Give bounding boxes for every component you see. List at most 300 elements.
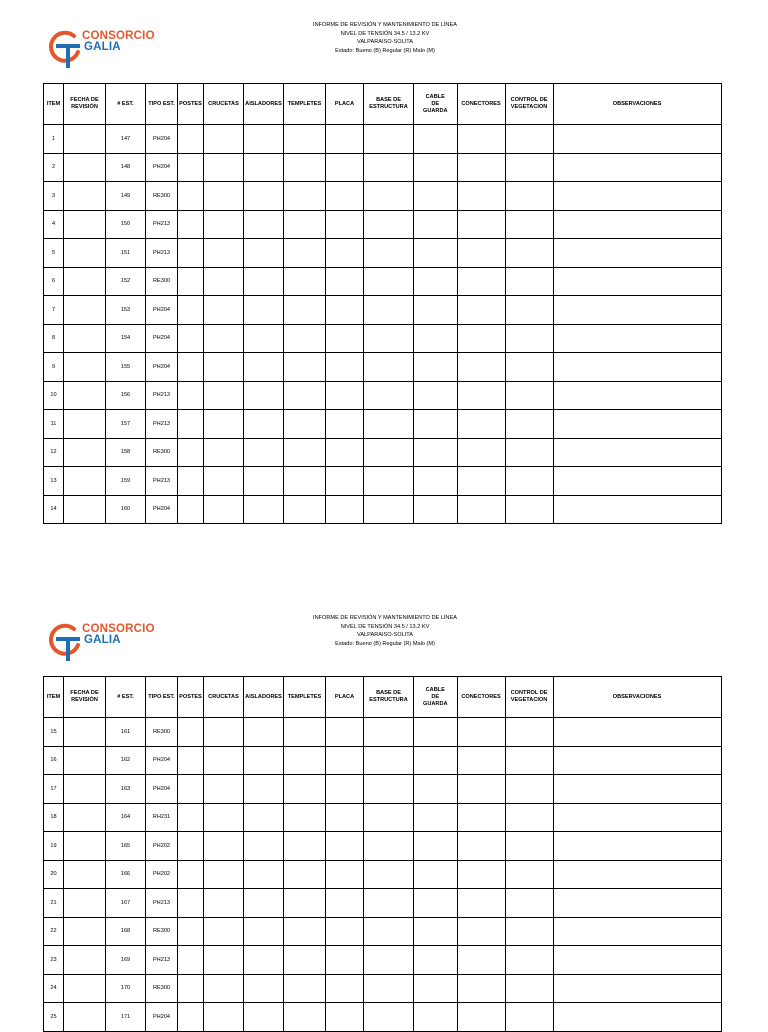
est-number-cell: 164 xyxy=(106,803,146,832)
empty-entry-cell[interactable] xyxy=(178,832,204,861)
empty-entry-cell[interactable] xyxy=(178,946,204,975)
empty-entry-cell[interactable] xyxy=(553,1003,721,1032)
empty-entry-cell[interactable] xyxy=(505,210,553,239)
empty-entry-cell[interactable] xyxy=(457,775,505,804)
empty-entry-cell[interactable] xyxy=(414,803,458,832)
empty-entry-cell[interactable] xyxy=(64,803,106,832)
empty-entry-cell[interactable] xyxy=(553,381,721,410)
empty-entry-cell[interactable] xyxy=(244,210,284,239)
empty-entry-cell[interactable] xyxy=(457,1003,505,1032)
empty-entry-cell[interactable] xyxy=(457,267,505,296)
empty-entry-cell[interactable] xyxy=(204,324,244,353)
table-row xyxy=(44,353,722,382)
empty-entry-cell[interactable] xyxy=(64,324,106,353)
empty-entry-cell[interactable] xyxy=(505,353,553,382)
empty-entry-cell[interactable] xyxy=(364,946,414,975)
empty-entry-cell[interactable] xyxy=(178,467,204,496)
empty-entry-cell[interactable] xyxy=(457,438,505,467)
empty-entry-cell[interactable] xyxy=(178,125,204,154)
empty-entry-cell[interactable] xyxy=(204,974,244,1003)
empty-entry-cell[interactable] xyxy=(414,438,458,467)
empty-entry-cell[interactable] xyxy=(64,495,106,524)
empty-entry-cell[interactable] xyxy=(284,239,326,268)
empty-entry-cell[interactable] xyxy=(204,467,244,496)
empty-entry-cell[interactable] xyxy=(284,946,326,975)
empty-entry-cell[interactable] xyxy=(64,889,106,918)
empty-entry-cell[interactable] xyxy=(553,353,721,382)
empty-entry-cell[interactable] xyxy=(244,296,284,325)
empty-entry-cell[interactable] xyxy=(414,353,458,382)
empty-entry-cell[interactable] xyxy=(457,889,505,918)
empty-entry-cell[interactable] xyxy=(284,467,326,496)
empty-entry-cell[interactable] xyxy=(326,974,364,1003)
empty-entry-cell[interactable] xyxy=(364,182,414,211)
empty-entry-cell[interactable] xyxy=(284,746,326,775)
table-row xyxy=(44,296,722,325)
empty-entry-cell[interactable] xyxy=(553,210,721,239)
column-header: CRUCETAS xyxy=(204,677,244,718)
empty-entry-cell[interactable] xyxy=(414,974,458,1003)
empty-entry-cell[interactable] xyxy=(326,353,364,382)
empty-entry-cell[interactable] xyxy=(457,381,505,410)
item-cell: 5 xyxy=(44,239,64,268)
empty-entry-cell[interactable] xyxy=(457,125,505,154)
empty-entry-cell[interactable] xyxy=(364,239,414,268)
empty-entry-cell[interactable] xyxy=(414,381,458,410)
empty-entry-cell[interactable] xyxy=(414,832,458,861)
empty-entry-cell[interactable] xyxy=(414,239,458,268)
empty-entry-cell[interactable] xyxy=(505,803,553,832)
empty-entry-cell[interactable] xyxy=(553,917,721,946)
empty-entry-cell[interactable] xyxy=(178,381,204,410)
empty-entry-cell[interactable] xyxy=(457,718,505,747)
empty-entry-cell[interactable] xyxy=(244,267,284,296)
empty-entry-cell[interactable] xyxy=(414,182,458,211)
empty-entry-cell[interactable] xyxy=(457,746,505,775)
empty-entry-cell[interactable] xyxy=(284,775,326,804)
empty-entry-cell[interactable] xyxy=(204,832,244,861)
empty-entry-cell[interactable] xyxy=(414,210,458,239)
empty-entry-cell[interactable] xyxy=(505,239,553,268)
empty-entry-cell[interactable] xyxy=(414,267,458,296)
empty-entry-cell[interactable] xyxy=(414,860,458,889)
empty-entry-cell[interactable] xyxy=(553,974,721,1003)
empty-entry-cell[interactable] xyxy=(414,1003,458,1032)
empty-entry-cell[interactable] xyxy=(457,353,505,382)
empty-entry-cell[interactable] xyxy=(284,1003,326,1032)
empty-entry-cell[interactable] xyxy=(326,746,364,775)
empty-entry-cell[interactable] xyxy=(505,917,553,946)
empty-entry-cell[interactable] xyxy=(284,495,326,524)
empty-entry-cell[interactable] xyxy=(505,495,553,524)
empty-entry-cell[interactable] xyxy=(505,153,553,182)
empty-entry-cell[interactable] xyxy=(284,718,326,747)
empty-entry-cell[interactable] xyxy=(64,974,106,1003)
empty-entry-cell[interactable] xyxy=(204,1003,244,1032)
est-type-cell: PH213 xyxy=(146,239,178,268)
empty-entry-cell[interactable] xyxy=(284,353,326,382)
empty-entry-cell[interactable] xyxy=(64,267,106,296)
empty-entry-cell[interactable] xyxy=(505,1003,553,1032)
empty-entry-cell[interactable] xyxy=(204,438,244,467)
empty-entry-cell[interactable] xyxy=(326,775,364,804)
empty-entry-cell[interactable] xyxy=(178,917,204,946)
empty-entry-cell[interactable] xyxy=(64,182,106,211)
empty-entry-cell[interactable] xyxy=(284,803,326,832)
empty-entry-cell[interactable] xyxy=(364,153,414,182)
empty-entry-cell[interactable] xyxy=(326,718,364,747)
empty-entry-cell[interactable] xyxy=(178,974,204,1003)
empty-entry-cell[interactable] xyxy=(284,889,326,918)
empty-entry-cell[interactable] xyxy=(414,746,458,775)
empty-entry-cell[interactable] xyxy=(505,746,553,775)
empty-entry-cell[interactable] xyxy=(204,917,244,946)
empty-entry-cell[interactable] xyxy=(326,125,364,154)
empty-entry-cell[interactable] xyxy=(364,1003,414,1032)
empty-entry-cell[interactable] xyxy=(326,467,364,496)
empty-entry-cell[interactable] xyxy=(284,860,326,889)
empty-entry-cell[interactable] xyxy=(284,182,326,211)
empty-entry-cell[interactable] xyxy=(244,182,284,211)
empty-entry-cell[interactable] xyxy=(64,860,106,889)
empty-entry-cell[interactable] xyxy=(204,296,244,325)
empty-entry-cell[interactable] xyxy=(414,946,458,975)
empty-entry-cell[interactable] xyxy=(284,210,326,239)
empty-entry-cell[interactable] xyxy=(204,239,244,268)
empty-entry-cell[interactable] xyxy=(178,410,204,439)
empty-entry-cell[interactable] xyxy=(244,860,284,889)
empty-entry-cell[interactable] xyxy=(505,467,553,496)
empty-entry-cell[interactable] xyxy=(364,324,414,353)
empty-entry-cell[interactable] xyxy=(326,267,364,296)
empty-entry-cell[interactable] xyxy=(204,182,244,211)
est-type-cell: RE300 xyxy=(146,182,178,211)
empty-entry-cell[interactable] xyxy=(414,775,458,804)
empty-entry-cell[interactable] xyxy=(364,974,414,1003)
empty-entry-cell[interactable] xyxy=(178,889,204,918)
empty-entry-cell[interactable] xyxy=(244,889,284,918)
empty-entry-cell[interactable] xyxy=(244,353,284,382)
item-cell: 21 xyxy=(44,889,64,918)
empty-entry-cell[interactable] xyxy=(414,296,458,325)
empty-entry-cell[interactable] xyxy=(414,917,458,946)
report-header-line1: INFORME DE REVISIÓN Y MANTENIMIENTO DE LÍNEA xyxy=(313,615,457,621)
empty-entry-cell[interactable] xyxy=(457,410,505,439)
column-header: TIPO EST. xyxy=(146,677,178,718)
empty-entry-cell[interactable] xyxy=(204,946,244,975)
empty-entry-cell[interactable] xyxy=(505,267,553,296)
empty-entry-cell[interactable] xyxy=(178,718,204,747)
empty-entry-cell[interactable] xyxy=(326,210,364,239)
empty-entry-cell[interactable] xyxy=(457,495,505,524)
empty-entry-cell[interactable] xyxy=(204,495,244,524)
empty-entry-cell[interactable] xyxy=(553,296,721,325)
empty-entry-cell[interactable] xyxy=(244,495,284,524)
empty-entry-cell[interactable] xyxy=(64,353,106,382)
empty-entry-cell[interactable] xyxy=(457,832,505,861)
empty-entry-cell[interactable] xyxy=(204,889,244,918)
empty-entry-cell[interactable] xyxy=(326,1003,364,1032)
empty-entry-cell[interactable] xyxy=(364,267,414,296)
empty-entry-cell[interactable] xyxy=(364,410,414,439)
empty-entry-cell[interactable] xyxy=(553,946,721,975)
empty-entry-cell[interactable] xyxy=(457,946,505,975)
empty-entry-cell[interactable] xyxy=(244,239,284,268)
empty-entry-cell[interactable] xyxy=(364,718,414,747)
empty-entry-cell[interactable] xyxy=(326,438,364,467)
empty-entry-cell[interactable] xyxy=(244,917,284,946)
empty-entry-cell[interactable] xyxy=(204,410,244,439)
empty-entry-cell[interactable] xyxy=(178,1003,204,1032)
empty-entry-cell[interactable] xyxy=(414,324,458,353)
item-cell: 1 xyxy=(44,125,64,154)
empty-entry-cell[interactable] xyxy=(284,296,326,325)
empty-entry-cell[interactable] xyxy=(457,153,505,182)
empty-entry-cell[interactable] xyxy=(244,746,284,775)
empty-entry-cell[interactable] xyxy=(244,1003,284,1032)
empty-entry-cell[interactable] xyxy=(178,324,204,353)
empty-entry-cell[interactable] xyxy=(364,467,414,496)
empty-entry-cell[interactable] xyxy=(64,438,106,467)
est-type-cell: PH204 xyxy=(146,775,178,804)
empty-entry-cell[interactable] xyxy=(64,1003,106,1032)
empty-entry-cell[interactable] xyxy=(553,182,721,211)
empty-entry-cell[interactable] xyxy=(64,296,106,325)
empty-entry-cell[interactable] xyxy=(64,410,106,439)
empty-entry-cell[interactable] xyxy=(364,210,414,239)
empty-entry-cell[interactable] xyxy=(457,182,505,211)
empty-entry-cell[interactable] xyxy=(284,832,326,861)
empty-entry-cell[interactable] xyxy=(244,324,284,353)
column-header: OBSERVACIONES xyxy=(553,84,721,125)
empty-entry-cell[interactable] xyxy=(364,860,414,889)
empty-entry-cell[interactable] xyxy=(553,324,721,353)
empty-entry-cell[interactable] xyxy=(553,467,721,496)
item-cell: 3 xyxy=(44,182,64,211)
empty-entry-cell[interactable] xyxy=(204,803,244,832)
empty-entry-cell[interactable] xyxy=(204,746,244,775)
empty-entry-cell[interactable] xyxy=(364,381,414,410)
empty-entry-cell[interactable] xyxy=(244,946,284,975)
empty-entry-cell[interactable] xyxy=(204,860,244,889)
empty-entry-cell[interactable] xyxy=(457,324,505,353)
empty-entry-cell[interactable] xyxy=(505,438,553,467)
empty-entry-cell[interactable] xyxy=(414,467,458,496)
empty-entry-cell[interactable] xyxy=(364,917,414,946)
empty-entry-cell[interactable] xyxy=(414,889,458,918)
empty-entry-cell[interactable] xyxy=(178,438,204,467)
empty-entry-cell[interactable] xyxy=(64,381,106,410)
empty-entry-cell[interactable] xyxy=(204,353,244,382)
empty-entry-cell[interactable] xyxy=(204,210,244,239)
empty-entry-cell[interactable] xyxy=(553,889,721,918)
empty-entry-cell[interactable] xyxy=(204,775,244,804)
empty-entry-cell[interactable] xyxy=(178,296,204,325)
empty-entry-cell[interactable] xyxy=(364,296,414,325)
empty-entry-cell[interactable] xyxy=(326,381,364,410)
empty-entry-cell[interactable] xyxy=(364,125,414,154)
empty-entry-cell[interactable] xyxy=(505,125,553,154)
est-type-cell: PH202 xyxy=(146,832,178,861)
empty-entry-cell[interactable] xyxy=(326,296,364,325)
est-type-cell: PH204 xyxy=(146,153,178,182)
empty-entry-cell[interactable] xyxy=(204,381,244,410)
empty-entry-cell[interactable] xyxy=(505,946,553,975)
empty-entry-cell[interactable] xyxy=(178,746,204,775)
empty-entry-cell[interactable] xyxy=(364,775,414,804)
empty-entry-cell[interactable] xyxy=(244,153,284,182)
empty-entry-cell[interactable] xyxy=(505,889,553,918)
empty-entry-cell[interactable] xyxy=(64,917,106,946)
empty-entry-cell[interactable] xyxy=(204,125,244,154)
empty-entry-cell[interactable] xyxy=(505,324,553,353)
empty-entry-cell[interactable] xyxy=(244,718,284,747)
empty-entry-cell[interactable] xyxy=(326,832,364,861)
empty-entry-cell[interactable] xyxy=(505,182,553,211)
empty-entry-cell[interactable] xyxy=(505,381,553,410)
empty-entry-cell[interactable] xyxy=(414,153,458,182)
empty-entry-cell[interactable] xyxy=(414,125,458,154)
empty-entry-cell[interactable] xyxy=(178,775,204,804)
empty-entry-cell[interactable] xyxy=(326,803,364,832)
empty-entry-cell[interactable] xyxy=(244,410,284,439)
empty-entry-cell[interactable] xyxy=(457,803,505,832)
empty-entry-cell[interactable] xyxy=(505,775,553,804)
empty-entry-cell[interactable] xyxy=(64,239,106,268)
empty-entry-cell[interactable] xyxy=(244,832,284,861)
empty-entry-cell[interactable] xyxy=(364,832,414,861)
empty-entry-cell[interactable] xyxy=(414,718,458,747)
empty-entry-cell[interactable] xyxy=(553,832,721,861)
empty-entry-cell[interactable] xyxy=(284,125,326,154)
empty-entry-cell[interactable] xyxy=(284,381,326,410)
empty-entry-cell[interactable] xyxy=(457,467,505,496)
empty-entry-cell[interactable] xyxy=(364,803,414,832)
empty-entry-cell[interactable] xyxy=(326,182,364,211)
empty-entry-cell[interactable] xyxy=(244,974,284,1003)
est-number-cell: 171 xyxy=(106,1003,146,1032)
empty-entry-cell[interactable] xyxy=(364,353,414,382)
empty-entry-cell[interactable] xyxy=(64,153,106,182)
empty-entry-cell[interactable] xyxy=(364,495,414,524)
empty-entry-cell[interactable] xyxy=(553,153,721,182)
empty-entry-cell[interactable] xyxy=(364,438,414,467)
empty-entry-cell[interactable] xyxy=(64,746,106,775)
empty-entry-cell[interactable] xyxy=(64,125,106,154)
empty-entry-cell[interactable] xyxy=(553,239,721,268)
empty-entry-cell[interactable] xyxy=(326,946,364,975)
empty-entry-cell[interactable] xyxy=(244,775,284,804)
empty-entry-cell[interactable] xyxy=(553,438,721,467)
empty-entry-cell[interactable] xyxy=(284,324,326,353)
empty-entry-cell[interactable] xyxy=(284,917,326,946)
empty-entry-cell[interactable] xyxy=(553,125,721,154)
empty-entry-cell[interactable] xyxy=(457,296,505,325)
empty-entry-cell[interactable] xyxy=(505,860,553,889)
empty-entry-cell[interactable] xyxy=(178,267,204,296)
empty-entry-cell[interactable] xyxy=(326,324,364,353)
empty-entry-cell[interactable] xyxy=(204,153,244,182)
empty-entry-cell[interactable] xyxy=(244,467,284,496)
table-row xyxy=(44,803,722,832)
empty-entry-cell[interactable] xyxy=(553,718,721,747)
empty-entry-cell[interactable] xyxy=(505,296,553,325)
empty-entry-cell[interactable] xyxy=(326,860,364,889)
consorcio-galia-logo-icon xyxy=(44,28,84,68)
logo-name-line2: GALIA xyxy=(84,634,121,646)
empty-entry-cell[interactable] xyxy=(414,495,458,524)
empty-entry-cell[interactable] xyxy=(64,718,106,747)
empty-entry-cell[interactable] xyxy=(284,267,326,296)
column-header: CONECTORES xyxy=(457,677,505,718)
empty-entry-cell[interactable] xyxy=(178,153,204,182)
empty-entry-cell[interactable] xyxy=(364,746,414,775)
empty-entry-cell[interactable] xyxy=(457,974,505,1003)
empty-entry-cell[interactable] xyxy=(457,210,505,239)
empty-entry-cell[interactable] xyxy=(326,239,364,268)
empty-entry-cell[interactable] xyxy=(178,353,204,382)
est-type-cell: PH213 xyxy=(146,381,178,410)
empty-entry-cell[interactable] xyxy=(457,917,505,946)
empty-entry-cell[interactable] xyxy=(505,410,553,439)
empty-entry-cell[interactable] xyxy=(553,746,721,775)
empty-entry-cell[interactable] xyxy=(364,889,414,918)
est-type-cell: PH204 xyxy=(146,746,178,775)
empty-entry-cell[interactable] xyxy=(204,718,244,747)
est-type-cell: RE300 xyxy=(146,718,178,747)
empty-entry-cell[interactable] xyxy=(553,775,721,804)
column-header: AISLADORES xyxy=(244,677,284,718)
empty-entry-cell[interactable] xyxy=(326,917,364,946)
empty-entry-cell[interactable] xyxy=(326,153,364,182)
empty-entry-cell[interactable] xyxy=(553,803,721,832)
empty-entry-cell[interactable] xyxy=(284,410,326,439)
empty-entry-cell[interactable] xyxy=(178,239,204,268)
empty-entry-cell[interactable] xyxy=(204,267,244,296)
empty-entry-cell[interactable] xyxy=(553,495,721,524)
empty-entry-cell[interactable] xyxy=(284,974,326,1003)
empty-entry-cell[interactable] xyxy=(326,889,364,918)
empty-entry-cell[interactable] xyxy=(505,832,553,861)
empty-entry-cell[interactable] xyxy=(553,267,721,296)
empty-entry-cell[interactable] xyxy=(178,803,204,832)
empty-entry-cell[interactable] xyxy=(178,210,204,239)
empty-entry-cell[interactable] xyxy=(178,860,204,889)
empty-entry-cell[interactable] xyxy=(326,495,364,524)
empty-entry-cell[interactable] xyxy=(244,381,284,410)
empty-entry-cell[interactable] xyxy=(326,410,364,439)
empty-entry-cell[interactable] xyxy=(178,182,204,211)
empty-entry-cell[interactable] xyxy=(414,410,458,439)
empty-entry-cell[interactable] xyxy=(457,239,505,268)
empty-entry-cell[interactable] xyxy=(284,438,326,467)
empty-entry-cell[interactable] xyxy=(244,438,284,467)
empty-entry-cell[interactable] xyxy=(64,210,106,239)
empty-entry-cell[interactable] xyxy=(505,974,553,1003)
empty-entry-cell[interactable] xyxy=(244,803,284,832)
empty-entry-cell[interactable] xyxy=(284,153,326,182)
empty-entry-cell[interactable] xyxy=(64,832,106,861)
empty-entry-cell[interactable] xyxy=(64,946,106,975)
empty-entry-cell[interactable] xyxy=(553,860,721,889)
empty-entry-cell[interactable] xyxy=(178,495,204,524)
empty-entry-cell[interactable] xyxy=(64,467,106,496)
empty-entry-cell[interactable] xyxy=(505,718,553,747)
empty-entry-cell[interactable] xyxy=(457,860,505,889)
empty-entry-cell[interactable] xyxy=(64,775,106,804)
empty-entry-cell[interactable] xyxy=(553,410,721,439)
empty-entry-cell[interactable] xyxy=(244,125,284,154)
